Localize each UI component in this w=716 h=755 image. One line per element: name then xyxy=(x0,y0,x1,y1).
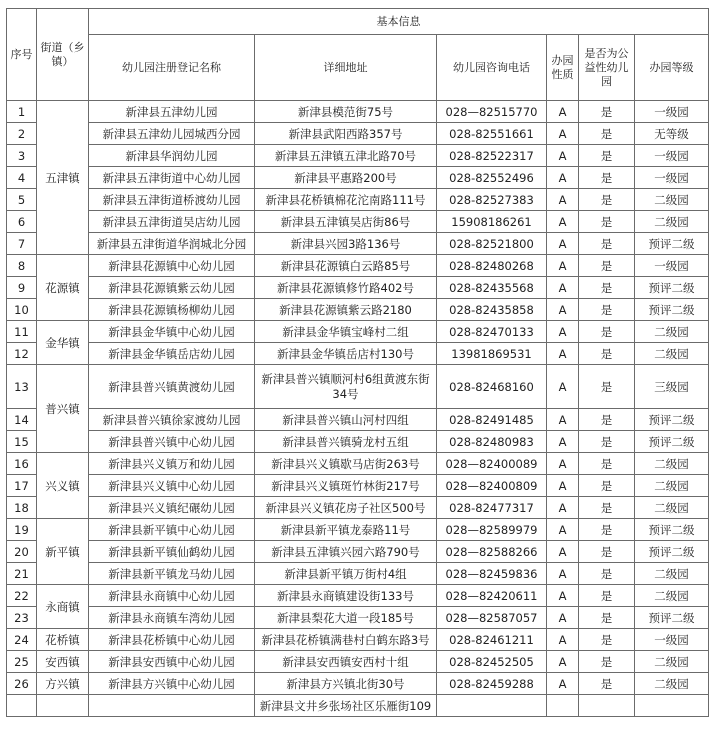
cell-nature: A xyxy=(547,101,579,123)
cell-phone: 028-82435858 xyxy=(437,299,547,321)
cell-nature: A xyxy=(547,211,579,233)
cell-street: 方兴镇 xyxy=(37,673,89,695)
cell-grade: 预评二级 xyxy=(635,431,709,453)
header-name: 幼儿园注册登记名称 xyxy=(89,35,255,101)
cell-seq: 26 xyxy=(7,673,37,695)
table-row xyxy=(7,629,709,651)
header-phone: 幼儿园咨询电话 xyxy=(437,35,547,101)
cell-seq: 14 xyxy=(7,409,37,431)
cell-phone: 028—82420611 xyxy=(437,585,547,607)
cell-seq: 23 xyxy=(7,607,37,629)
cell-phone: 028-82521800 xyxy=(437,233,547,255)
cell-grade: 三级园 xyxy=(635,365,709,409)
cell-public: 是 xyxy=(579,431,635,453)
cell-public: 是 xyxy=(579,255,635,277)
cell-seq: 6 xyxy=(7,211,37,233)
cell-seq: 24 xyxy=(7,629,37,651)
table-row xyxy=(7,541,709,563)
cell-nature: A xyxy=(547,145,579,167)
cell-address: 新津县新平镇龙泰路11号 xyxy=(255,519,437,541)
cell-nature: A xyxy=(547,607,579,629)
cell-name: 新津县普兴镇黄渡幼儿园 xyxy=(89,365,255,409)
table-row xyxy=(7,101,709,123)
cell-nature: A xyxy=(547,343,579,365)
cell-phone: 028-82480268 xyxy=(437,255,547,277)
cell-street: 金华镇 xyxy=(37,321,89,365)
cell-street: 花源镇 xyxy=(37,255,89,321)
cell-name: 新津县方兴镇中心幼儿园 xyxy=(89,673,255,695)
cell-public: 是 xyxy=(579,585,635,607)
cell-name: 新津县兴义镇万和幼儿园 xyxy=(89,453,255,475)
cell-street: 花桥镇 xyxy=(37,629,89,651)
cell-name: 新津县五津街道吴店幼儿园 xyxy=(89,211,255,233)
cell-address: 新津县普兴镇山河村四组 xyxy=(255,409,437,431)
cell-name: 新津县金华镇中心幼儿园 xyxy=(89,321,255,343)
header-seq: 序号 xyxy=(7,9,37,101)
cell-public: 是 xyxy=(579,277,635,299)
cell-seq: 10 xyxy=(7,299,37,321)
cell-nature: A xyxy=(547,563,579,585)
cell-seq: 8 xyxy=(7,255,37,277)
table-row xyxy=(7,365,709,409)
cell-name: 新津县普兴镇徐家渡幼儿园 xyxy=(89,409,255,431)
cell-phone: 028-82452505 xyxy=(437,651,547,673)
cell-name: 新津县新平镇仙鹤幼儿园 xyxy=(89,541,255,563)
cell-grade: 二级园 xyxy=(635,321,709,343)
table-row xyxy=(7,695,709,717)
cell-seq: 2 xyxy=(7,123,37,145)
header-nature: 办园性质 xyxy=(547,35,579,101)
cell-phone: 028-82491485 xyxy=(437,409,547,431)
kindergarten-table xyxy=(6,8,709,717)
cell-public: 是 xyxy=(579,233,635,255)
header-address: 详细地址 xyxy=(255,35,437,101)
cell-public: 是 xyxy=(579,299,635,321)
cell-nature: A xyxy=(547,277,579,299)
table-row xyxy=(7,563,709,585)
cell-public: 是 xyxy=(579,123,635,145)
cell-grade: 一级园 xyxy=(635,145,709,167)
cell-name: 新津县普兴镇中心幼儿园 xyxy=(89,431,255,453)
cell-seq: 9 xyxy=(7,277,37,299)
cell-name: 新津县永商镇中心幼儿园 xyxy=(89,585,255,607)
cell-street: 普兴镇 xyxy=(37,365,89,453)
table-row xyxy=(7,123,709,145)
cell-phone: 028-82552496 xyxy=(437,167,547,189)
cell-address: 新津县花源镇白云路85号 xyxy=(255,255,437,277)
cell-grade: 二级园 xyxy=(635,585,709,607)
cell-nature: A xyxy=(547,409,579,431)
cell-phone xyxy=(437,695,547,717)
cell-address: 新津县永商镇建设街133号 xyxy=(255,585,437,607)
cell-address: 新津县金华镇岳店村130号 xyxy=(255,343,437,365)
cell-public: 是 xyxy=(579,497,635,519)
cell-address: 新津县武阳西路357号 xyxy=(255,123,437,145)
cell-nature: A xyxy=(547,255,579,277)
table-row xyxy=(7,167,709,189)
cell-seq: 19 xyxy=(7,519,37,541)
cell-name: 新津县兴义镇纪碾幼儿园 xyxy=(89,497,255,519)
cell-street: 新平镇 xyxy=(37,519,89,585)
cell-name: 新津县兴义镇中心幼儿园 xyxy=(89,475,255,497)
cell-address: 新津县五津镇吴店街86号 xyxy=(255,211,437,233)
cell-phone: 028-82468160 xyxy=(437,365,547,409)
cell-address: 新津县兴园3路136号 xyxy=(255,233,437,255)
cell-nature xyxy=(547,695,579,717)
cell-grade: 二级园 xyxy=(635,189,709,211)
table-row xyxy=(7,673,709,695)
cell-name: 新津县新平镇中心幼儿园 xyxy=(89,519,255,541)
cell-nature: A xyxy=(547,233,579,255)
cell-public: 是 xyxy=(579,673,635,695)
cell-phone: 028—82588266 xyxy=(437,541,547,563)
table-row xyxy=(7,497,709,519)
table-row xyxy=(7,211,709,233)
cell-seq: 1 xyxy=(7,101,37,123)
header-row-1 xyxy=(7,9,709,35)
table-row xyxy=(7,299,709,321)
cell-public xyxy=(579,695,635,717)
cell-public: 是 xyxy=(579,629,635,651)
cell-address: 新津县兴义镇斑竹林街217号 xyxy=(255,475,437,497)
table-row xyxy=(7,321,709,343)
cell-seq: 12 xyxy=(7,343,37,365)
table-row xyxy=(7,607,709,629)
cell-name: 新津县五津街道华润城北分园 xyxy=(89,233,255,255)
cell-seq: 22 xyxy=(7,585,37,607)
cell-nature: A xyxy=(547,123,579,145)
cell-name: 新津县安西镇中心幼儿园 xyxy=(89,651,255,673)
table-row xyxy=(7,343,709,365)
cell-seq: 4 xyxy=(7,167,37,189)
cell-address: 新津县文井乡张场社区乐雁街109 xyxy=(255,695,437,717)
cell-grade: 二级园 xyxy=(635,475,709,497)
table-row xyxy=(7,585,709,607)
cell-grade: 预评二级 xyxy=(635,409,709,431)
table-row xyxy=(7,453,709,475)
cell-phone: 13981869531 xyxy=(437,343,547,365)
cell-seq xyxy=(7,695,37,717)
cell-seq: 5 xyxy=(7,189,37,211)
header-row-2 xyxy=(7,35,709,101)
cell-seq: 13 xyxy=(7,365,37,409)
cell-phone: 028—82587057 xyxy=(437,607,547,629)
table-row xyxy=(7,189,709,211)
cell-public: 是 xyxy=(579,321,635,343)
cell-phone: 028—82515770 xyxy=(437,101,547,123)
cell-address: 新津县新平镇万街村4组 xyxy=(255,563,437,585)
cell-phone: 028-82459288 xyxy=(437,673,547,695)
cell-name: 新津县花桥镇中心幼儿园 xyxy=(89,629,255,651)
cell-street: 永商镇 xyxy=(37,585,89,629)
cell-address: 新津县安西镇安西村十组 xyxy=(255,651,437,673)
cell-name: 新津县花源镇杨柳幼儿园 xyxy=(89,299,255,321)
cell-name: 新津县花源镇中心幼儿园 xyxy=(89,255,255,277)
cell-seq: 11 xyxy=(7,321,37,343)
cell-name: 新津县五津街道桥渡幼儿园 xyxy=(89,189,255,211)
cell-phone: 028-82522317 xyxy=(437,145,547,167)
cell-name: 新津县永商镇车湾幼儿园 xyxy=(89,607,255,629)
cell-public: 是 xyxy=(579,651,635,673)
cell-public: 是 xyxy=(579,563,635,585)
cell-grade: 一级园 xyxy=(635,629,709,651)
table-row xyxy=(7,255,709,277)
cell-street: 安西镇 xyxy=(37,651,89,673)
cell-grade: 预评二级 xyxy=(635,519,709,541)
table-row xyxy=(7,409,709,431)
cell-public: 是 xyxy=(579,519,635,541)
cell-nature: A xyxy=(547,651,579,673)
cell-public: 是 xyxy=(579,365,635,409)
header-street: 街道（乡镇） xyxy=(37,9,89,101)
table-body xyxy=(7,101,709,717)
cell-grade: 二级园 xyxy=(635,453,709,475)
cell-address: 新津县花桥镇棉花沱南路111号 xyxy=(255,189,437,211)
cell-address: 新津县五津镇五津北路70号 xyxy=(255,145,437,167)
cell-seq: 7 xyxy=(7,233,37,255)
cell-nature: A xyxy=(547,167,579,189)
cell-name: 新津县新平镇龙马幼儿园 xyxy=(89,563,255,585)
cell-address: 新津县方兴镇北街30号 xyxy=(255,673,437,695)
cell-grade: 预评二级 xyxy=(635,607,709,629)
cell-nature: A xyxy=(547,541,579,563)
cell-grade: 一级园 xyxy=(635,255,709,277)
cell-grade: 二级园 xyxy=(635,651,709,673)
cell-public: 是 xyxy=(579,409,635,431)
cell-address: 新津县金华镇宝峰村二组 xyxy=(255,321,437,343)
cell-phone: 028-82527383 xyxy=(437,189,547,211)
cell-grade: 一级园 xyxy=(635,101,709,123)
table-row xyxy=(7,145,709,167)
cell-nature: A xyxy=(547,519,579,541)
cell-phone: 028-82470133 xyxy=(437,321,547,343)
header-basic-info: 基本信息 xyxy=(89,9,709,35)
table-row xyxy=(7,233,709,255)
cell-public: 是 xyxy=(579,101,635,123)
cell-nature: A xyxy=(547,585,579,607)
cell-public: 是 xyxy=(579,475,635,497)
cell-seq: 18 xyxy=(7,497,37,519)
cell-nature: A xyxy=(547,431,579,453)
cell-public: 是 xyxy=(579,453,635,475)
cell-phone: 028-82461211 xyxy=(437,629,547,651)
table-row xyxy=(7,475,709,497)
cell-grade: 预评二级 xyxy=(635,299,709,321)
cell-name: 新津县五津街道中心幼儿园 xyxy=(89,167,255,189)
cell-name: 新津县五津幼儿园城西分园 xyxy=(89,123,255,145)
table-row xyxy=(7,277,709,299)
cell-grade: 二级园 xyxy=(635,497,709,519)
cell-nature: A xyxy=(547,453,579,475)
cell-phone: 028—82459836 xyxy=(437,563,547,585)
cell-grade xyxy=(635,695,709,717)
cell-public: 是 xyxy=(579,145,635,167)
cell-address: 新津县花源镇修竹路402号 xyxy=(255,277,437,299)
cell-name: 新津县华润幼儿园 xyxy=(89,145,255,167)
cell-nature: A xyxy=(547,299,579,321)
cell-nature: A xyxy=(547,365,579,409)
cell-seq: 20 xyxy=(7,541,37,563)
cell-name: 新津县五津幼儿园 xyxy=(89,101,255,123)
cell-street xyxy=(37,695,89,717)
cell-address: 新津县平惠路200号 xyxy=(255,167,437,189)
cell-phone: 028—82589979 xyxy=(437,519,547,541)
cell-phone: 028-82480983 xyxy=(437,431,547,453)
header-grade: 办园等级 xyxy=(635,35,709,101)
cell-name xyxy=(89,695,255,717)
cell-public: 是 xyxy=(579,343,635,365)
table-row xyxy=(7,519,709,541)
cell-seq: 17 xyxy=(7,475,37,497)
cell-seq: 21 xyxy=(7,563,37,585)
cell-seq: 16 xyxy=(7,453,37,475)
cell-grade: 二级园 xyxy=(635,211,709,233)
cell-public: 是 xyxy=(579,167,635,189)
cell-address: 新津县花源镇紫云路2180 xyxy=(255,299,437,321)
cell-grade: 二级园 xyxy=(635,343,709,365)
cell-nature: A xyxy=(547,189,579,211)
cell-address: 新津县五津镇兴园六路790号 xyxy=(255,541,437,563)
cell-street: 兴义镇 xyxy=(37,453,89,519)
cell-name: 新津县花源镇紫云幼儿园 xyxy=(89,277,255,299)
cell-grade: 一级园 xyxy=(635,167,709,189)
cell-phone: 028-82435568 xyxy=(437,277,547,299)
table-row xyxy=(7,651,709,673)
cell-grade: 预评二级 xyxy=(635,541,709,563)
cell-grade: 二级园 xyxy=(635,673,709,695)
cell-public: 是 xyxy=(579,189,635,211)
cell-address: 新津县普兴镇顺河村6组黄渡东街34号 xyxy=(255,365,437,409)
cell-nature: A xyxy=(547,629,579,651)
cell-seq: 15 xyxy=(7,431,37,453)
cell-street: 五津镇 xyxy=(37,101,89,255)
cell-grade: 无等级 xyxy=(635,123,709,145)
cell-name: 新津县金华镇岳店幼儿园 xyxy=(89,343,255,365)
cell-phone: 028—82400089 xyxy=(437,453,547,475)
cell-address: 新津县兴义镇歇马店街263号 xyxy=(255,453,437,475)
cell-seq: 25 xyxy=(7,651,37,673)
cell-public: 是 xyxy=(579,541,635,563)
cell-address: 新津县花桥镇满巷村白鹤东路3号 xyxy=(255,629,437,651)
cell-grade: 预评二级 xyxy=(635,277,709,299)
table-row xyxy=(7,431,709,453)
cell-seq: 3 xyxy=(7,145,37,167)
cell-address: 新津县梨花大道一段185号 xyxy=(255,607,437,629)
cell-address: 新津县普兴镇骑龙村五组 xyxy=(255,431,437,453)
cell-public: 是 xyxy=(579,607,635,629)
cell-nature: A xyxy=(547,321,579,343)
cell-grade: 预评二级 xyxy=(635,233,709,255)
cell-address: 新津县模范街75号 xyxy=(255,101,437,123)
cell-grade: 二级园 xyxy=(635,563,709,585)
header-public: 是否为公益性幼儿园 xyxy=(579,35,635,101)
cell-address: 新津县兴义镇花房子社区500号 xyxy=(255,497,437,519)
cell-phone: 028-82477317 xyxy=(437,497,547,519)
cell-phone: 15908186261 xyxy=(437,211,547,233)
cell-nature: A xyxy=(547,673,579,695)
cell-nature: A xyxy=(547,475,579,497)
cell-phone: 028—82400809 xyxy=(437,475,547,497)
cell-phone: 028-82551661 xyxy=(437,123,547,145)
cell-public: 是 xyxy=(579,211,635,233)
cell-nature: A xyxy=(547,497,579,519)
